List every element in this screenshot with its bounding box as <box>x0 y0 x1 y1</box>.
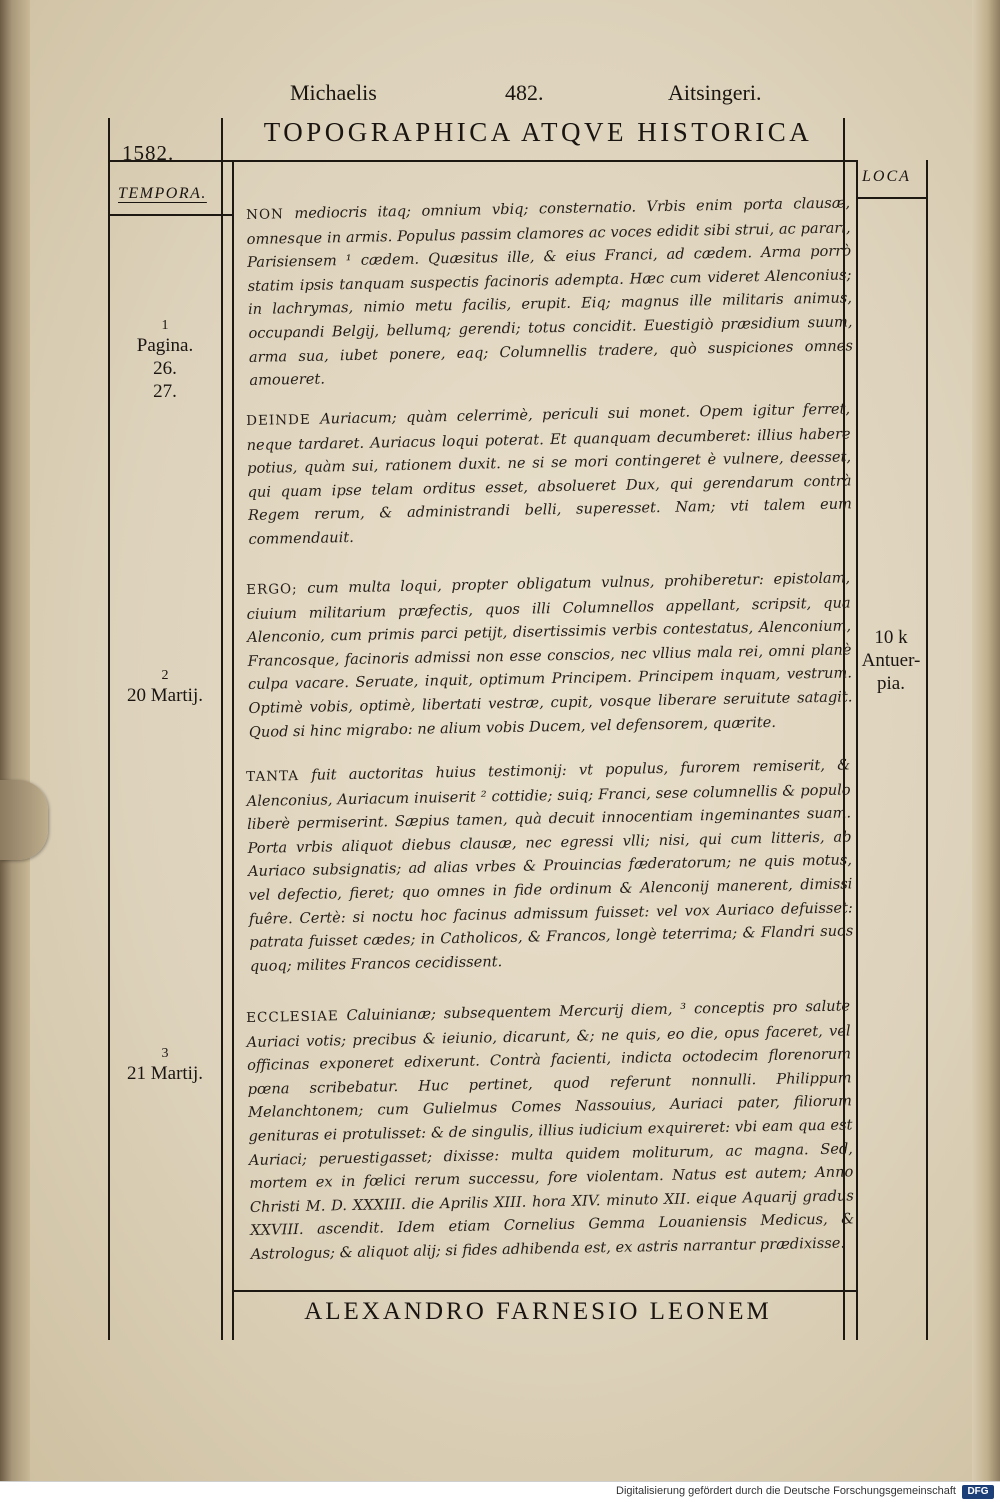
paragraph-text: Auriacum; quàm celerrimè, periculi sui monet. Opem igitur ferret, neque tardaret. Auriacus loqui poterat. Et quanquam decumberet: illius habere potius, quàm sui, rationem duxit. ne si se mori contingeret è vulnere, deesset, qui quam ipse telam orditus esset, absolueret Dux, qui gerendarum contrà Regem rerum, & administrandi belli, superesset. Nam; vti talem eum commendauit. <box>246 400 853 548</box>
note-line: pia. <box>877 673 905 694</box>
note-line: Antuer- <box>861 650 921 671</box>
book-spine-shadow <box>0 0 30 1501</box>
dfg-notice: Digitalisierung gefördert durch die Deutsche Forschungsgemeinschaft <box>616 1485 956 1497</box>
left-inner-rule <box>221 118 223 1340</box>
paragraph-lead: ECCLESIAE <box>246 1008 339 1026</box>
paragraph-lead: TANTA <box>246 767 300 785</box>
paragraph-text: fuit auctoritas huius testimonij: vt populus, furorem remiserit, & Alenconius, Auriacum inuiserit ² cottidie; suiq; Franci, sese columnellis & populo liberè permiserint. Sæpius tamen, quà decuit innocentiam ingeminantes suam. Porta vrbis aliquot diebus clausæ, nec egressi vlli; nisi, qui cum litteris, ab Auriaco subsignatis; ad alias vrbes & Prouincias fæderatorum; ne quis motus, vel defectio, fieret; quo omnes in fide ordinum & Alenconij manerent, dimissi fuêre. Certè: si noctu hoc facinus admissum fuisset: vel vox Auriaco defuisset: patrata fuisset cædes; in Catholicos, & Francos, longè teterrima; & Flandri suos quoq; milites Francos cecidissent. <box>246 756 854 975</box>
page-stack-edge <box>972 0 1000 1501</box>
paragraph-5 <box>246 994 855 1266</box>
book-clasp <box>0 780 48 860</box>
note-number: 10 k <box>874 627 908 648</box>
paragraph-3 <box>246 566 853 744</box>
paragraph-4 <box>246 753 854 978</box>
loca-rule <box>856 197 926 199</box>
page-number: 482. <box>505 80 544 105</box>
margin-note-1 <box>112 318 218 403</box>
paragraph-text: cum multa loqui, propter obligatum vulnus, prohiberetur: epistolam, ciuium militarium præfectis, quos illi Columnellos appellant, scripsit, qua Alenconio, cum primis parci petijt, disertissimis verbis contestatus, Alenconium, Francosque, facinoris admissi non esse conscios, nec vllius mala rei, omni planè culpa vacare. Seruate, inquit, optimum Principem. Principem inquam, vestrum. Optimè vobis, optimè, libertati vestræ, cupit, vosque liberare seruitute satagit. Quod si hinc migrabo: ne alium vobis Ducem, vel defensorem, quærite. <box>246 569 853 741</box>
tempora-rule <box>108 214 232 216</box>
note-line: 26. <box>153 358 177 379</box>
dfg-logo-icon: DFG <box>962 1485 994 1499</box>
right-inner-rule <box>856 160 858 1340</box>
note-line: Pagina. <box>136 335 194 356</box>
page-title: TOPOGRAPHICA ATQVE HISTORICA <box>263 117 813 147</box>
catchword-footer: ALEXANDRO FARNESIO LEONEM <box>304 1298 772 1325</box>
title-rule <box>232 160 856 162</box>
text-left-rule <box>232 160 234 1340</box>
note-number: 1 <box>161 318 169 333</box>
note-line: 27. <box>153 381 177 402</box>
margin-note-3 <box>112 1046 218 1085</box>
loca-label: LOCA <box>862 168 911 185</box>
running-head-right: Aitsingeri. <box>668 80 762 105</box>
margin-note-right <box>858 626 924 695</box>
tempora-label: TEMPORA. <box>118 185 207 202</box>
year-label: 1582. <box>122 141 175 165</box>
paragraph-lead: ERGO; <box>246 581 298 598</box>
note-number: 3 <box>161 1046 169 1061</box>
paragraph-text: Caluinianæ; subsequentem Mercurij diem, ³ conceptis pro salute Auriaci votis; precibus & ieiunio, dicarunt, &; ne quis, eo die, opus faceret, vel officinas exponeret edixerunt. Contrà facienti, indicta octodecim florenorum pœna scribebatur. Huc pertinet, quod referunt nonnulli. Philippum Melanchtonem; cum Gulielmus Comes Nassouius, Auriaci pater, filiorum genituras ei protulisset: & de singulis, illius iudicium exquireret: vbi eam qua est Auriaci; peruestigasset; dixisse: multa quidem moliturum, ac magna. Sed, mortem ex in fœlici rerum successu, fore violentam. Natus est autem; Anno Christi M. D. XXXIII. die Aprilis XIII. hora XIV. minuto XII. eique Aquarij gradus XXVIII. ascendit. Idem etiam Cornelius Gemma Louaniensis Medicus, & Astrologus; & aliquot alij; si fides adhibenda est, ex astris narrantur prædixisse. <box>246 997 855 1263</box>
paragraph-lead: NON <box>246 206 285 223</box>
running-head-left: Michaelis <box>290 80 377 105</box>
left-outer-rule <box>108 118 110 1340</box>
paragraph-lead: DEINDE <box>246 411 311 429</box>
footer-rule <box>232 1290 856 1292</box>
note-line: 20 Martij. <box>127 685 203 706</box>
note-number: 2 <box>161 668 169 683</box>
paragraph-1 <box>246 191 854 392</box>
dfg-footer-bar <box>0 1481 1000 1502</box>
paragraph-text: mediocris itaq; omnium vbiq; consternatio. Vrbis enim porta clausæ, omnesque in armis. Populus passim clamores ac voces edidit sibi strui, ac parari, Parisiensem ¹ cædem. Quæsitus ille, & eius Franci, ad cædem. Arma porrò statim ipsis tanquam suspectis facinoris adempta. Hæc cum videret Alenconius; in lachrymas, nimio metu facilis, erupit. Eiq; magnus ille militaris animus, occupandi Belgij, bellumq; gerendi; totus concidit. Euestigiò præsidium suum, arma sua, iubet ponere, eaq; Columnellis tradere, quò suspiciones omnes amoueret. <box>246 194 854 390</box>
right-outer-rule <box>926 160 928 1340</box>
note-line: 21 Martij. <box>127 1063 203 1084</box>
margin-note-2 <box>112 668 218 707</box>
paragraph-2 <box>246 397 853 551</box>
